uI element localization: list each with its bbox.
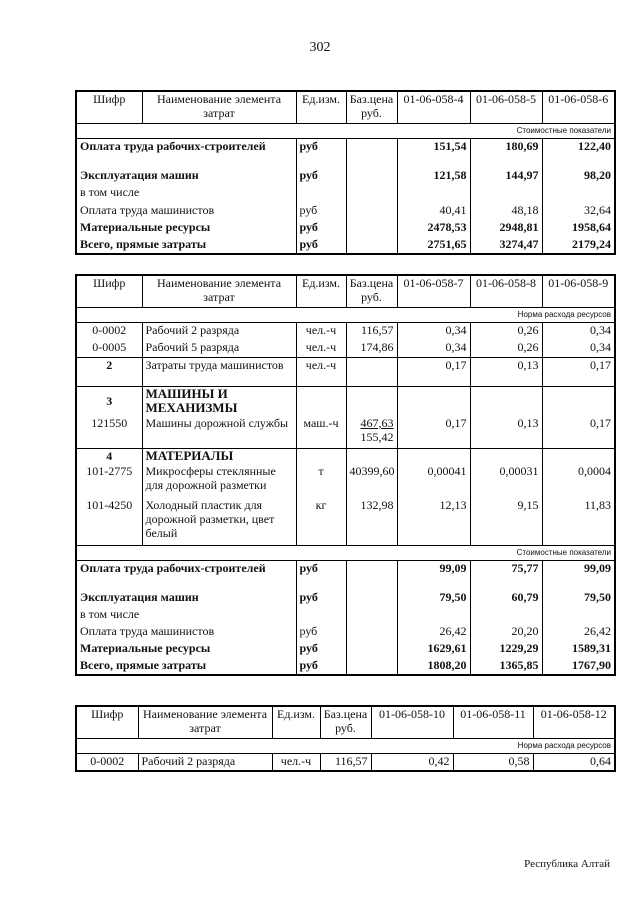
section-cost-label: Стоимостные показатели	[76, 545, 615, 560]
header-code: Шифр	[76, 91, 142, 123]
header-price: Баз.цена руб.	[346, 91, 397, 123]
header-unit: Ед.изм.	[296, 91, 346, 123]
header-name: Наименование элемента затрат	[142, 91, 296, 123]
header-code: Шифр	[76, 275, 142, 307]
header-unit: Ед.изм.	[296, 275, 346, 307]
table-row: Всего, прямые затраты руб 1808,20 1365,85 1767,90	[76, 658, 615, 675]
header-unit: Ед.изм.	[272, 706, 320, 738]
table-row: Материальные ресурсы руб 1629,61 1229,29 1589,31	[76, 641, 615, 658]
machine-price: 467,63	[360, 416, 394, 430]
table-row: 0-0005 Рабочий 5 разряда чел.-ч 174,86 0,34 0,26 0,34	[76, 340, 615, 357]
header-price: Баз.цена руб.	[320, 706, 371, 738]
header-col: 01-06-058-8	[470, 275, 542, 307]
header-col: 01-06-058-12	[533, 706, 615, 738]
table-row: 4 МАТЕРИАЛЫ	[76, 448, 615, 464]
header-price: Баз.цена руб.	[346, 275, 397, 307]
table-row: 0-0002 Рабочий 2 разряда чел.-ч 116,57 0,34 0,26 0,34	[76, 322, 615, 340]
header-col: 01-06-058-9	[542, 275, 615, 307]
section-norm-label: Норма расхода ресурсов	[76, 738, 615, 753]
machine-price-2: 155,42	[360, 430, 394, 444]
section-cost-label: Стоимостные показатели	[76, 123, 615, 138]
table-row: в том числе	[76, 607, 615, 624]
header-col: 01-06-058-5	[470, 91, 542, 123]
table-row: 101-4250 Холодный пластик для дорожной разметки, цвет белый кг 132,98 12,13 9,15 11,83	[76, 498, 615, 545]
header-col: 01-06-058-10	[371, 706, 453, 738]
table-row: Оплата труда рабочих-строителей руб 151,54 180,69 122,40	[76, 138, 615, 168]
header-col: 01-06-058-7	[397, 275, 470, 307]
cost-table-3	[75, 705, 616, 772]
footer-region: Республика Алтай	[524, 858, 610, 870]
header-name: Наименование элемента затрат	[142, 275, 296, 307]
header-col: 01-06-058-6	[542, 91, 615, 123]
table-row: Эксплуатация машин руб 79,50 60,79 79,50	[76, 590, 615, 607]
table-row: 3 МАШИНЫ И МЕХАНИЗМЫ	[76, 386, 615, 416]
header-col: 01-06-058-4	[397, 91, 470, 123]
table-row: Эксплуатация машин руб 121,58 144,97 98,20	[76, 168, 615, 185]
section-norm-label: Норма расхода ресурсов	[76, 307, 615, 322]
table-row: Оплата труда машинистов руб 40,41 48,18 32,64	[76, 203, 615, 220]
table-row: Материальные ресурсы руб 2478,53 2948,81 1958,64	[76, 220, 615, 237]
table-row: 121550 Машины дорожной службы маш.-ч 467,63 155,42 0,17 0,13 0,17	[76, 416, 615, 448]
cost-table-2	[75, 274, 616, 676]
table-row: Оплата труда машинистов руб 26,42 20,20 26,42	[76, 624, 615, 641]
table-row: 101-2775 Микросферы стеклянные для дорожной разметки т 40399,60 0,00041 0,00031 0,0004	[76, 464, 615, 498]
header-name: Наименование элемента затрат	[138, 706, 272, 738]
table-row: Всего, прямые затраты руб 2751,65 3274,47 2179,24	[76, 237, 615, 254]
table-row: 2 Затраты труда машинистов чел.-ч 0,17 0,13 0,17	[76, 357, 615, 386]
cost-table-1	[75, 90, 616, 255]
header-code: Шифр	[76, 706, 138, 738]
page-number: 302	[309, 40, 331, 55]
table-row: Оплата труда рабочих-строителей руб 99,09 75,77 99,09	[76, 560, 615, 590]
table-row: 0-0002 Рабочий 2 разряда чел.-ч 116,57 0,42 0,58 0,64	[76, 753, 615, 771]
header-col: 01-06-058-11	[453, 706, 533, 738]
table-row: в том числе	[76, 185, 615, 203]
